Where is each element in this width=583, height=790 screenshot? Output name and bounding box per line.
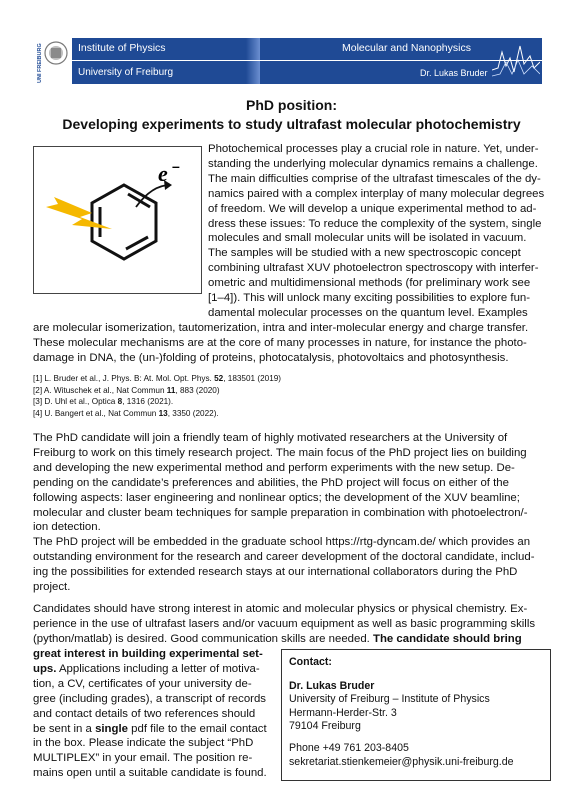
text-line: of freedom. We will develop a unique experimental method to ad- xyxy=(208,202,537,215)
text-line: project. xyxy=(33,581,71,594)
banner-left xyxy=(72,38,246,84)
text-line: (python/matlab) is desired. Good communication skills are needed. The candidate should bring xyxy=(33,632,522,645)
text-line: be sent in a single pdf file to the email contact xyxy=(33,722,267,735)
university-name: University of Freiburg xyxy=(78,67,174,78)
svg-text:UNI FREIBURG: UNI FREIBURG xyxy=(37,43,43,83)
text-line: ometric and multidimensional methods (for preliminary work see xyxy=(208,277,531,290)
reference-item: [2] A. Wituschek et al., Nat Commun 11, 883 (2020) xyxy=(33,385,220,395)
candidate-paragraph xyxy=(33,431,553,595)
text-line: pending on the candidate’s preferences and abilities, the PhD project will focus on either of the xyxy=(33,476,509,489)
banner-right xyxy=(260,38,542,84)
text-line: and developing the new experimental method and perform experiments with the new setup. De- xyxy=(33,461,515,474)
lightning-icon xyxy=(46,197,112,229)
spectrum-graphic xyxy=(492,40,540,82)
group-name: Molecular and Nanophysics xyxy=(342,42,471,54)
text-line: gree (including grades), a transcript of records xyxy=(33,692,266,705)
text-line: molecules and small molecular units will be isolated in vacuum. xyxy=(208,232,527,245)
reference-item: [4] U. Bangert et al., Nat Commun 13, 3350 (2022). xyxy=(33,408,219,418)
reference-item: [1] L. Bruder et al., J. Phys. B: At. Mol. Opt. Phys. 52, 183501 (2019) xyxy=(33,374,282,383)
text-line: MULTIPLEX” in your email. The position re- xyxy=(33,752,253,765)
benzene-figure xyxy=(33,146,202,294)
text-line: outstanding environment for the research and career development of the doctoral candidate, includ- xyxy=(33,551,535,564)
text-line: following aspects: laser engineering and nonlinear optics; the development of the XUV beamline; xyxy=(33,491,520,504)
text-line: molecular and cluster beam techniques for sample preparation in combination with photoelectron/- xyxy=(33,506,528,519)
page-subtitle: Developing experiments to study ultrafast molecular photochemistry xyxy=(62,116,521,132)
text-line: The PhD project will be embedded in the graduate school https://rtg-dyncam.de/ which provides an xyxy=(33,536,531,549)
electron-label: e xyxy=(158,161,168,186)
text-line: These molecular mechanisms are at the core of many processes in nature, for instance the photo- xyxy=(33,336,527,349)
text-line: in the box. Please indicate the subject “PhD xyxy=(33,737,254,750)
text-line: Candidates should have strong interest in atomic and molecular physics or physical chemistry. Ex- xyxy=(33,603,528,615)
contact-heading: Contact: xyxy=(289,656,332,668)
institute-name: Institute of Physics xyxy=(78,42,166,54)
text-line: combining ultrafast XUV photoelectron spectroscopy with interfer- xyxy=(208,262,539,275)
contact-box xyxy=(281,649,551,781)
bold-emphasis: The candidate should bring xyxy=(373,632,522,645)
contact-affiliation: University of Freiburg – Institute of Physics xyxy=(289,693,490,706)
text-line: damage in DNA, the (un-)folding of proteins, photocatalysis, photovoltaics and photosynthesis. xyxy=(33,351,509,364)
intro-paragraph-cont xyxy=(33,321,553,366)
text-line: tion, a CV, certificates of your university de- xyxy=(33,677,252,690)
text-line: perience in the use of ultrafast lasers and/or vacuum equipment as well as basic programming skills xyxy=(33,617,536,630)
electron-charge: – xyxy=(172,158,180,174)
text-line: The samples will be studied with a new spectroscopic concept xyxy=(208,247,521,260)
requirements-paragraph xyxy=(33,602,553,647)
contact-city: 79104 Freiburg xyxy=(289,720,361,733)
contact-phone: Phone +49 761 203-8405 xyxy=(289,741,409,754)
banner-gradient xyxy=(246,38,260,84)
contact-street: Hermann-Herder-Str. 3 xyxy=(289,706,397,719)
text-line: The PhD candidate will join a friendly team of highly motivated researchers at the University of xyxy=(33,432,508,444)
contact-email[interactable]: sekretariat.stienkemeier@physik.uni-freiburg.de xyxy=(289,755,514,768)
header-banner xyxy=(34,38,542,84)
text-line: great interest in building experimental set- xyxy=(33,648,263,660)
text-line: standing the underlying molecular dynamics remains a challenge. xyxy=(208,157,538,170)
text-line: ion detection. xyxy=(33,521,101,534)
text-line: Photochemical processes play a crucial role in nature. Yet, under- xyxy=(208,143,539,155)
university-logo xyxy=(34,38,72,84)
text-line: namics paired with a complex interplay of many molecular degrees xyxy=(208,187,545,200)
contact-name: Dr. Lukas Bruder xyxy=(289,679,375,692)
text-line: dress these issues: To reduce the complexity of the system, single xyxy=(208,217,542,230)
text-line: Freiburg to work on this timely research project. The main focus of the PhD project lies on building xyxy=(33,446,527,459)
application-paragraph xyxy=(33,647,275,781)
banner-divider xyxy=(72,60,542,61)
text-line: ups. Applications including a letter of motiva- xyxy=(33,662,260,675)
reference-item: [3] D. Uhl et al., Optica 8, 1316 (2021). xyxy=(33,397,174,407)
page-title: PhD position: xyxy=(246,97,337,113)
text-line: ing the possibilities for extended research stays at our international collaborators during the PhD xyxy=(33,566,518,579)
intro-paragraph xyxy=(208,142,551,321)
text-line: are molecular isomerization, tautomerization, intra and inter-molecular energy and charge transfer. xyxy=(33,322,529,334)
references-list xyxy=(33,373,281,419)
banner-person: Dr. Lukas Bruder xyxy=(420,68,488,78)
text-line: mains open until a suitable candidate is found. xyxy=(33,767,267,780)
text-line: damental molecular processes on the quantum level. Examples xyxy=(208,306,528,319)
text-line: The main difficulties comprise of the ultrafast timescales of the dy- xyxy=(208,172,541,185)
text-line: and contact details of two references should xyxy=(33,707,256,720)
text-line: [1–4]). This will unlock many exciting possibilities to explore fun- xyxy=(208,292,531,305)
